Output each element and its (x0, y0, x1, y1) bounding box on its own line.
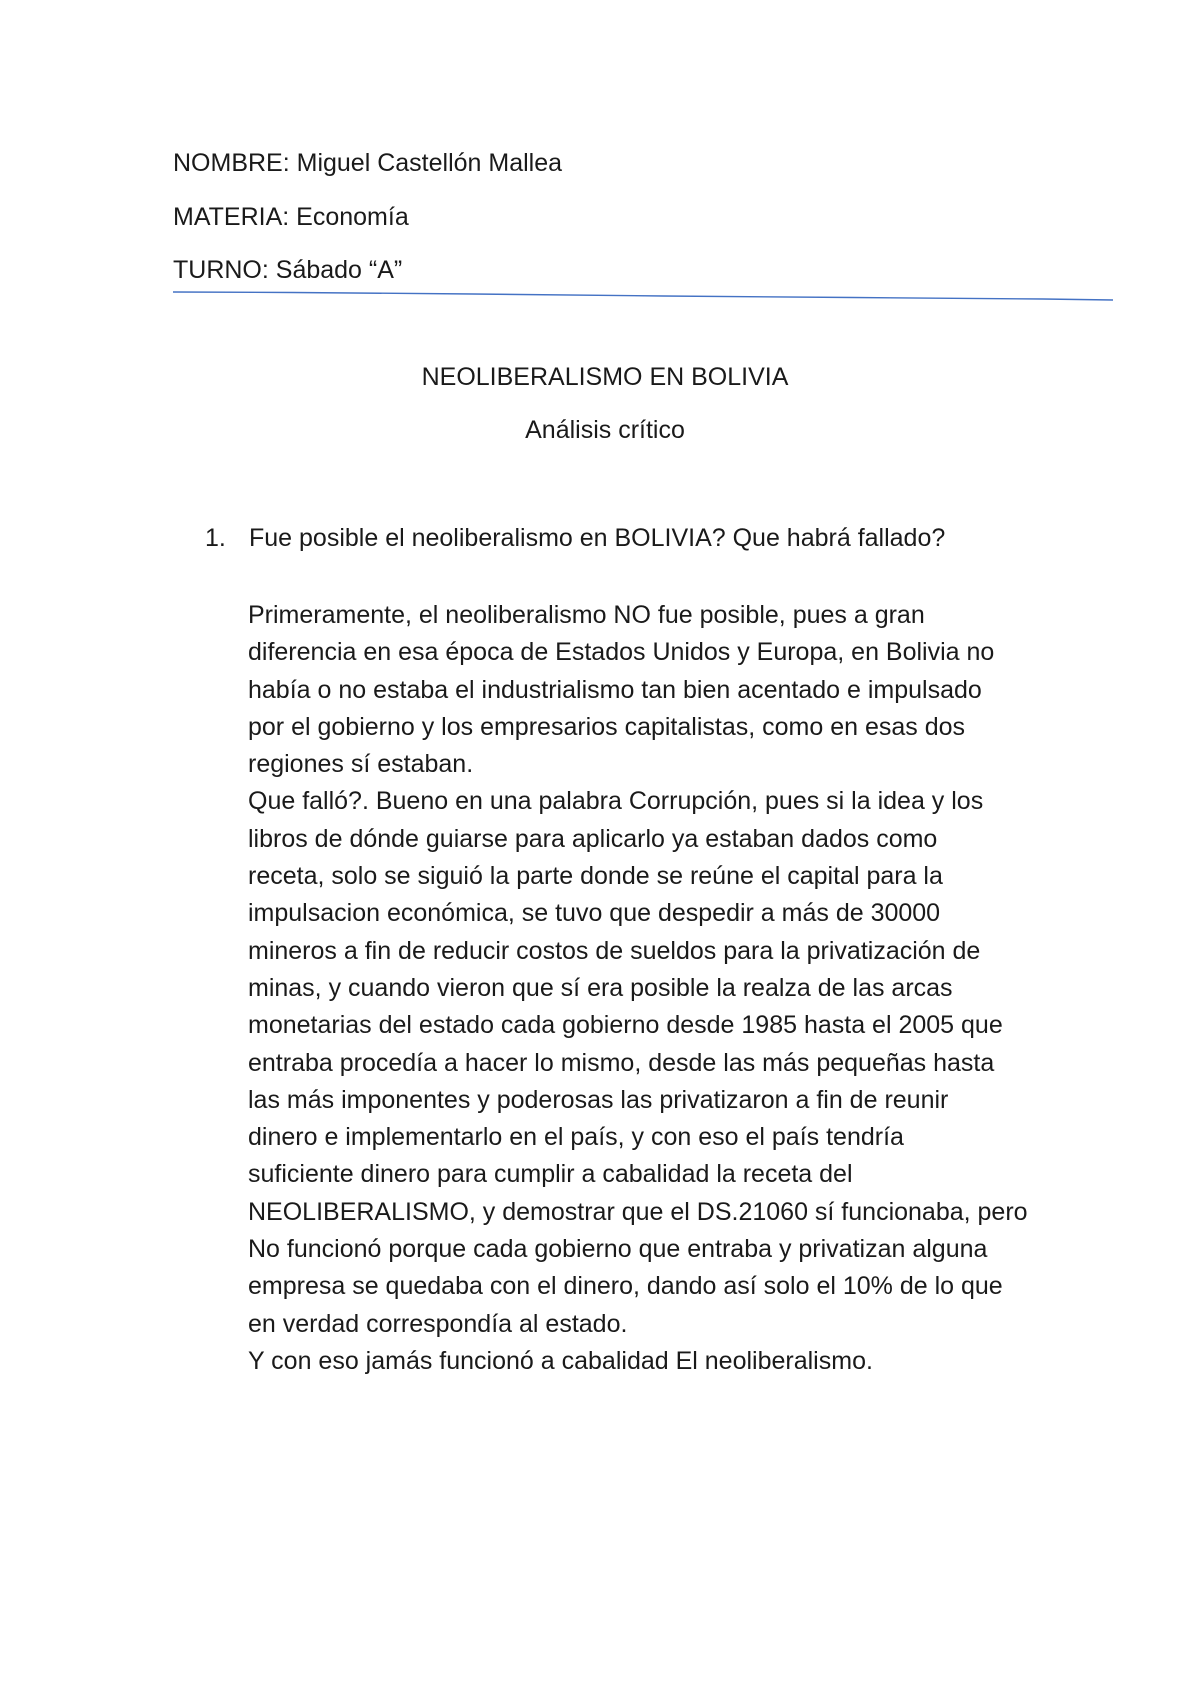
answer-line: Que falló?. Bueno en una palabra Corrupción, pues si la idea y los (248, 787, 984, 816)
question-item (205, 523, 945, 553)
document-title: NEOLIBERALISMO EN BOLIVIA (421, 363, 789, 391)
answer-line: regiones sí estaban. (248, 750, 474, 779)
answer-line: las más imponentes y poderosas las privatizaron a fin de reunir (248, 1085, 949, 1114)
header-divider (173, 291, 1113, 303)
answer-text (248, 597, 1048, 1380)
answer-line: en verdad correspondía al estado. (248, 1309, 628, 1338)
answer-line: monetarias del estado cada gobierno desde 1985 hasta el 2005 que (248, 1011, 1003, 1040)
header-divider-line (173, 292, 1113, 300)
document-subtitle: Análisis crítico (525, 416, 685, 444)
answer-line: No funcionó porque cada gobierno que entraba y privatizan alguna (248, 1235, 988, 1264)
answer-line: Primeramente, el neoliberalismo NO fue posible, pues a gran (248, 601, 925, 629)
course-subject: MATERIA: Economía (173, 203, 409, 231)
answer-line: impulsacion económica, se tuvo que despedir a más de 30000 (248, 899, 941, 928)
answer-line: receta, solo se siguió la parte donde se reúne el capital para la (248, 862, 943, 891)
answer-line: minas, y cuando vieron que sí era posible la realza de las arcas (248, 973, 953, 1002)
course-shift: TURNO: Sábado “A” (173, 256, 403, 284)
answer-line: dinero e implementarlo en el país, y con eso el país tendría (248, 1123, 904, 1152)
question-number: 1. (205, 524, 226, 552)
answer-line: empresa se quedaba con el dinero, dando así solo el 10% de lo que (248, 1272, 1003, 1301)
question-text: Fue posible el neoliberalismo en BOLIVIA? Que habrá fallado? (249, 524, 946, 552)
answer-line: diferencia en esa época de Estados Unidos y Europa, en Bolivia no (248, 638, 995, 667)
answer-line: NEOLIBERALISMO, y demostrar que el DS.21060 sí funcionaba, pero (248, 1197, 1028, 1226)
answer-line: entraba procedía a hacer lo mismo, desde las más pequeñas hasta (248, 1048, 995, 1077)
answer-line: había o no estaba el industrialismo tan bien acentado e impulsado (248, 675, 982, 704)
answer-line: suficiente dinero para cumplir a cabalidad la receta del (248, 1160, 853, 1189)
answer-line: Y con eso jamás funcionó a cabalidad El neoliberalismo. (248, 1346, 873, 1375)
answer-line: mineros a fin de reducir costos de sueldos para la privatización de (248, 936, 981, 965)
answer-line: por el gobierno y los empresarios capitalistas, como en esas dos (248, 712, 966, 741)
student-name: NOMBRE: Miguel Castellón Mallea (173, 149, 563, 177)
answer-line: libros de dónde guiarse para aplicarlo ya estaban dados como (248, 824, 938, 853)
